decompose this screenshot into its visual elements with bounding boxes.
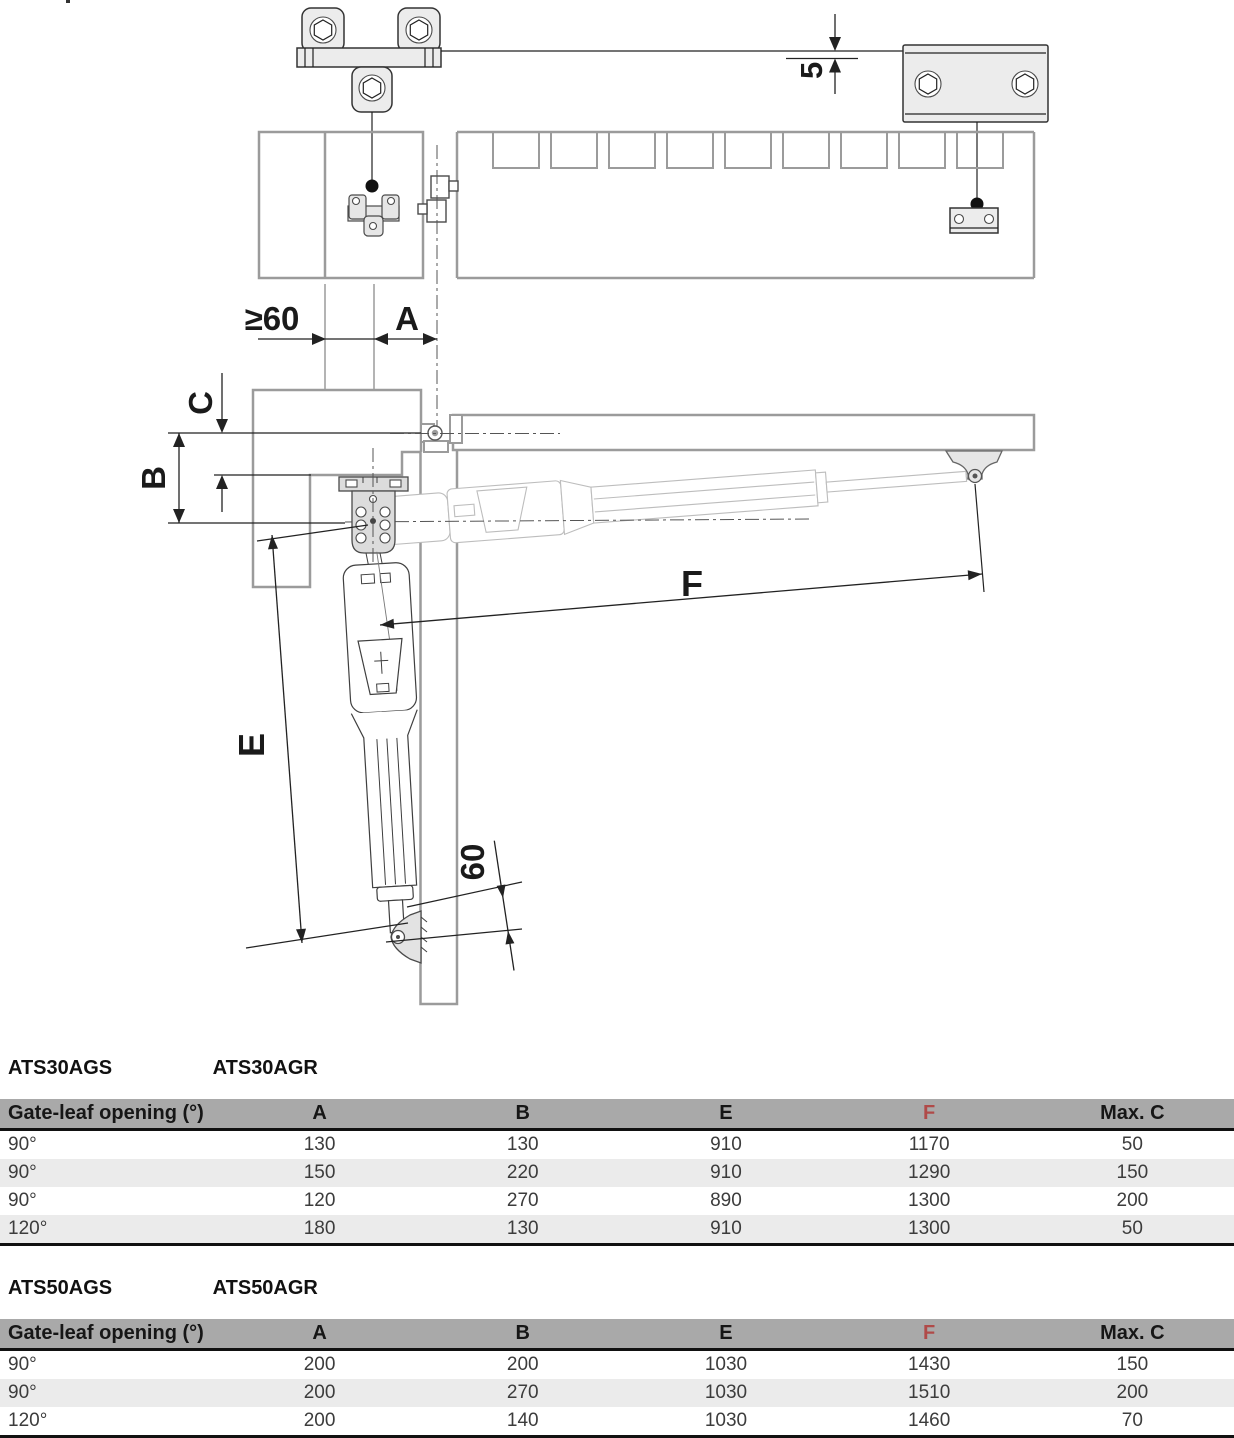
gate-end-cap xyxy=(450,415,462,443)
table-cell: 1030 xyxy=(704,1382,748,1403)
column-header: A xyxy=(218,1099,421,1130)
front-bracket-front-view xyxy=(903,45,1048,122)
table-cell: 200 xyxy=(303,1354,336,1375)
table-cell: 1170 xyxy=(908,1134,950,1155)
front-pivot-closed xyxy=(973,474,978,479)
actuator-closed-ghost xyxy=(379,449,976,548)
table-cell: 910 xyxy=(710,1134,742,1155)
dim-label-b: B xyxy=(135,466,172,490)
table-row xyxy=(0,1379,1234,1407)
crop-artifact xyxy=(66,0,70,3)
table-cell: 150 xyxy=(1116,1162,1149,1183)
table-cell: 270 xyxy=(506,1382,539,1403)
column-header: F xyxy=(828,1319,1031,1350)
dim-label-5: 5 xyxy=(794,61,829,79)
table-cell: 130 xyxy=(303,1134,336,1155)
rear-bracket-front-view xyxy=(297,8,441,112)
front-pivot-open xyxy=(396,935,400,939)
dimension-c xyxy=(182,373,228,512)
spec-table-ats50 xyxy=(0,1319,1234,1438)
column-header: Gate-leaf opening (°) xyxy=(0,1099,218,1130)
table-cell: 270 xyxy=(506,1190,539,1211)
table-cell: 1430 xyxy=(908,1354,951,1375)
rear-bracket-plan xyxy=(348,195,399,236)
table-cell: 910 xyxy=(710,1218,742,1239)
table-row xyxy=(0,1159,1234,1187)
table-cell: 200 xyxy=(1116,1382,1149,1403)
table-cell: 90° xyxy=(8,1382,37,1403)
dimension-5 xyxy=(794,14,841,94)
table-cell: 50 xyxy=(1121,1134,1143,1155)
table-cell: 90° xyxy=(8,1134,37,1155)
gate-plate-plan xyxy=(950,208,998,233)
table-cell: 130 xyxy=(506,1218,539,1239)
table-cell: 150 xyxy=(303,1162,336,1183)
table-cell: 1460 xyxy=(908,1410,951,1431)
table-cell: 120° xyxy=(8,1410,48,1431)
table-cell: 1300 xyxy=(908,1190,951,1211)
model-name: ATS30AGS xyxy=(8,1057,113,1079)
callout-dot xyxy=(366,180,379,193)
table-cell: 1510 xyxy=(908,1382,951,1403)
model-name: ATS50AGS xyxy=(8,1277,113,1299)
table-cell: 180 xyxy=(303,1218,336,1239)
table-cell: 90° xyxy=(8,1190,37,1211)
hinge-main xyxy=(421,424,448,452)
table-cell: 1030 xyxy=(704,1410,748,1431)
main-view xyxy=(135,373,1034,1004)
table-cell: 200 xyxy=(303,1410,336,1431)
column-header: B xyxy=(421,1319,624,1350)
column-header: Max. C xyxy=(1031,1319,1234,1350)
table-cell: 200 xyxy=(506,1354,539,1375)
dim-label-ge60: ≥60 xyxy=(244,300,300,337)
dim-label-a: A xyxy=(395,300,419,337)
dim-label-f: F xyxy=(681,563,703,604)
table1-title xyxy=(8,1057,1234,1080)
gate-leaf-closed xyxy=(453,415,1034,450)
table-row xyxy=(0,1187,1234,1215)
table-row xyxy=(0,1215,1234,1245)
model-name: ATS30AGR xyxy=(212,1057,318,1079)
table-cell: 50 xyxy=(1121,1218,1143,1239)
dim-label-e: E xyxy=(231,732,272,758)
table-row xyxy=(0,1350,1234,1380)
column-header: A xyxy=(218,1319,421,1350)
dimension-b xyxy=(135,433,185,523)
table-cell: 130 xyxy=(506,1134,539,1155)
column-header: Max. C xyxy=(1031,1099,1234,1130)
gate-plan xyxy=(457,132,1034,278)
table-cell: 1030 xyxy=(704,1354,748,1375)
table-cell: 890 xyxy=(710,1190,742,1211)
table-cell: 120 xyxy=(303,1190,336,1211)
dim-label-c: C xyxy=(182,391,219,415)
table-cell: 1300 xyxy=(908,1218,951,1239)
table-cell: 70 xyxy=(1121,1410,1143,1431)
model-name: ATS50AGR xyxy=(212,1277,318,1299)
dim-label-60: 60 xyxy=(454,843,491,881)
table-cell: 200 xyxy=(1116,1190,1149,1211)
actuator-open xyxy=(342,550,430,934)
table-cell: 150 xyxy=(1116,1354,1149,1375)
column-header: B xyxy=(421,1099,624,1130)
table-cell: 90° xyxy=(8,1354,37,1375)
table-row xyxy=(0,1407,1234,1437)
table-cell: 1290 xyxy=(908,1162,951,1183)
table-header-row xyxy=(0,1319,1234,1350)
table-cell: 120° xyxy=(8,1218,48,1239)
column-header: E xyxy=(624,1099,827,1130)
column-header: Gate-leaf opening (°) xyxy=(0,1319,218,1350)
table2-title xyxy=(8,1277,1234,1300)
plan-view xyxy=(259,8,1048,278)
table-cell: 910 xyxy=(710,1162,742,1183)
table-cell: 140 xyxy=(506,1410,539,1431)
table-header-row xyxy=(0,1099,1234,1130)
spec-table-ats30 xyxy=(0,1099,1234,1246)
table-cell: 200 xyxy=(303,1382,336,1403)
column-header: F xyxy=(828,1099,1031,1130)
gate-bars xyxy=(493,133,1003,168)
table-cell: 220 xyxy=(506,1162,539,1183)
column-header: E xyxy=(624,1319,827,1350)
table-row xyxy=(0,1130,1234,1160)
table-cell: 90° xyxy=(8,1162,37,1183)
